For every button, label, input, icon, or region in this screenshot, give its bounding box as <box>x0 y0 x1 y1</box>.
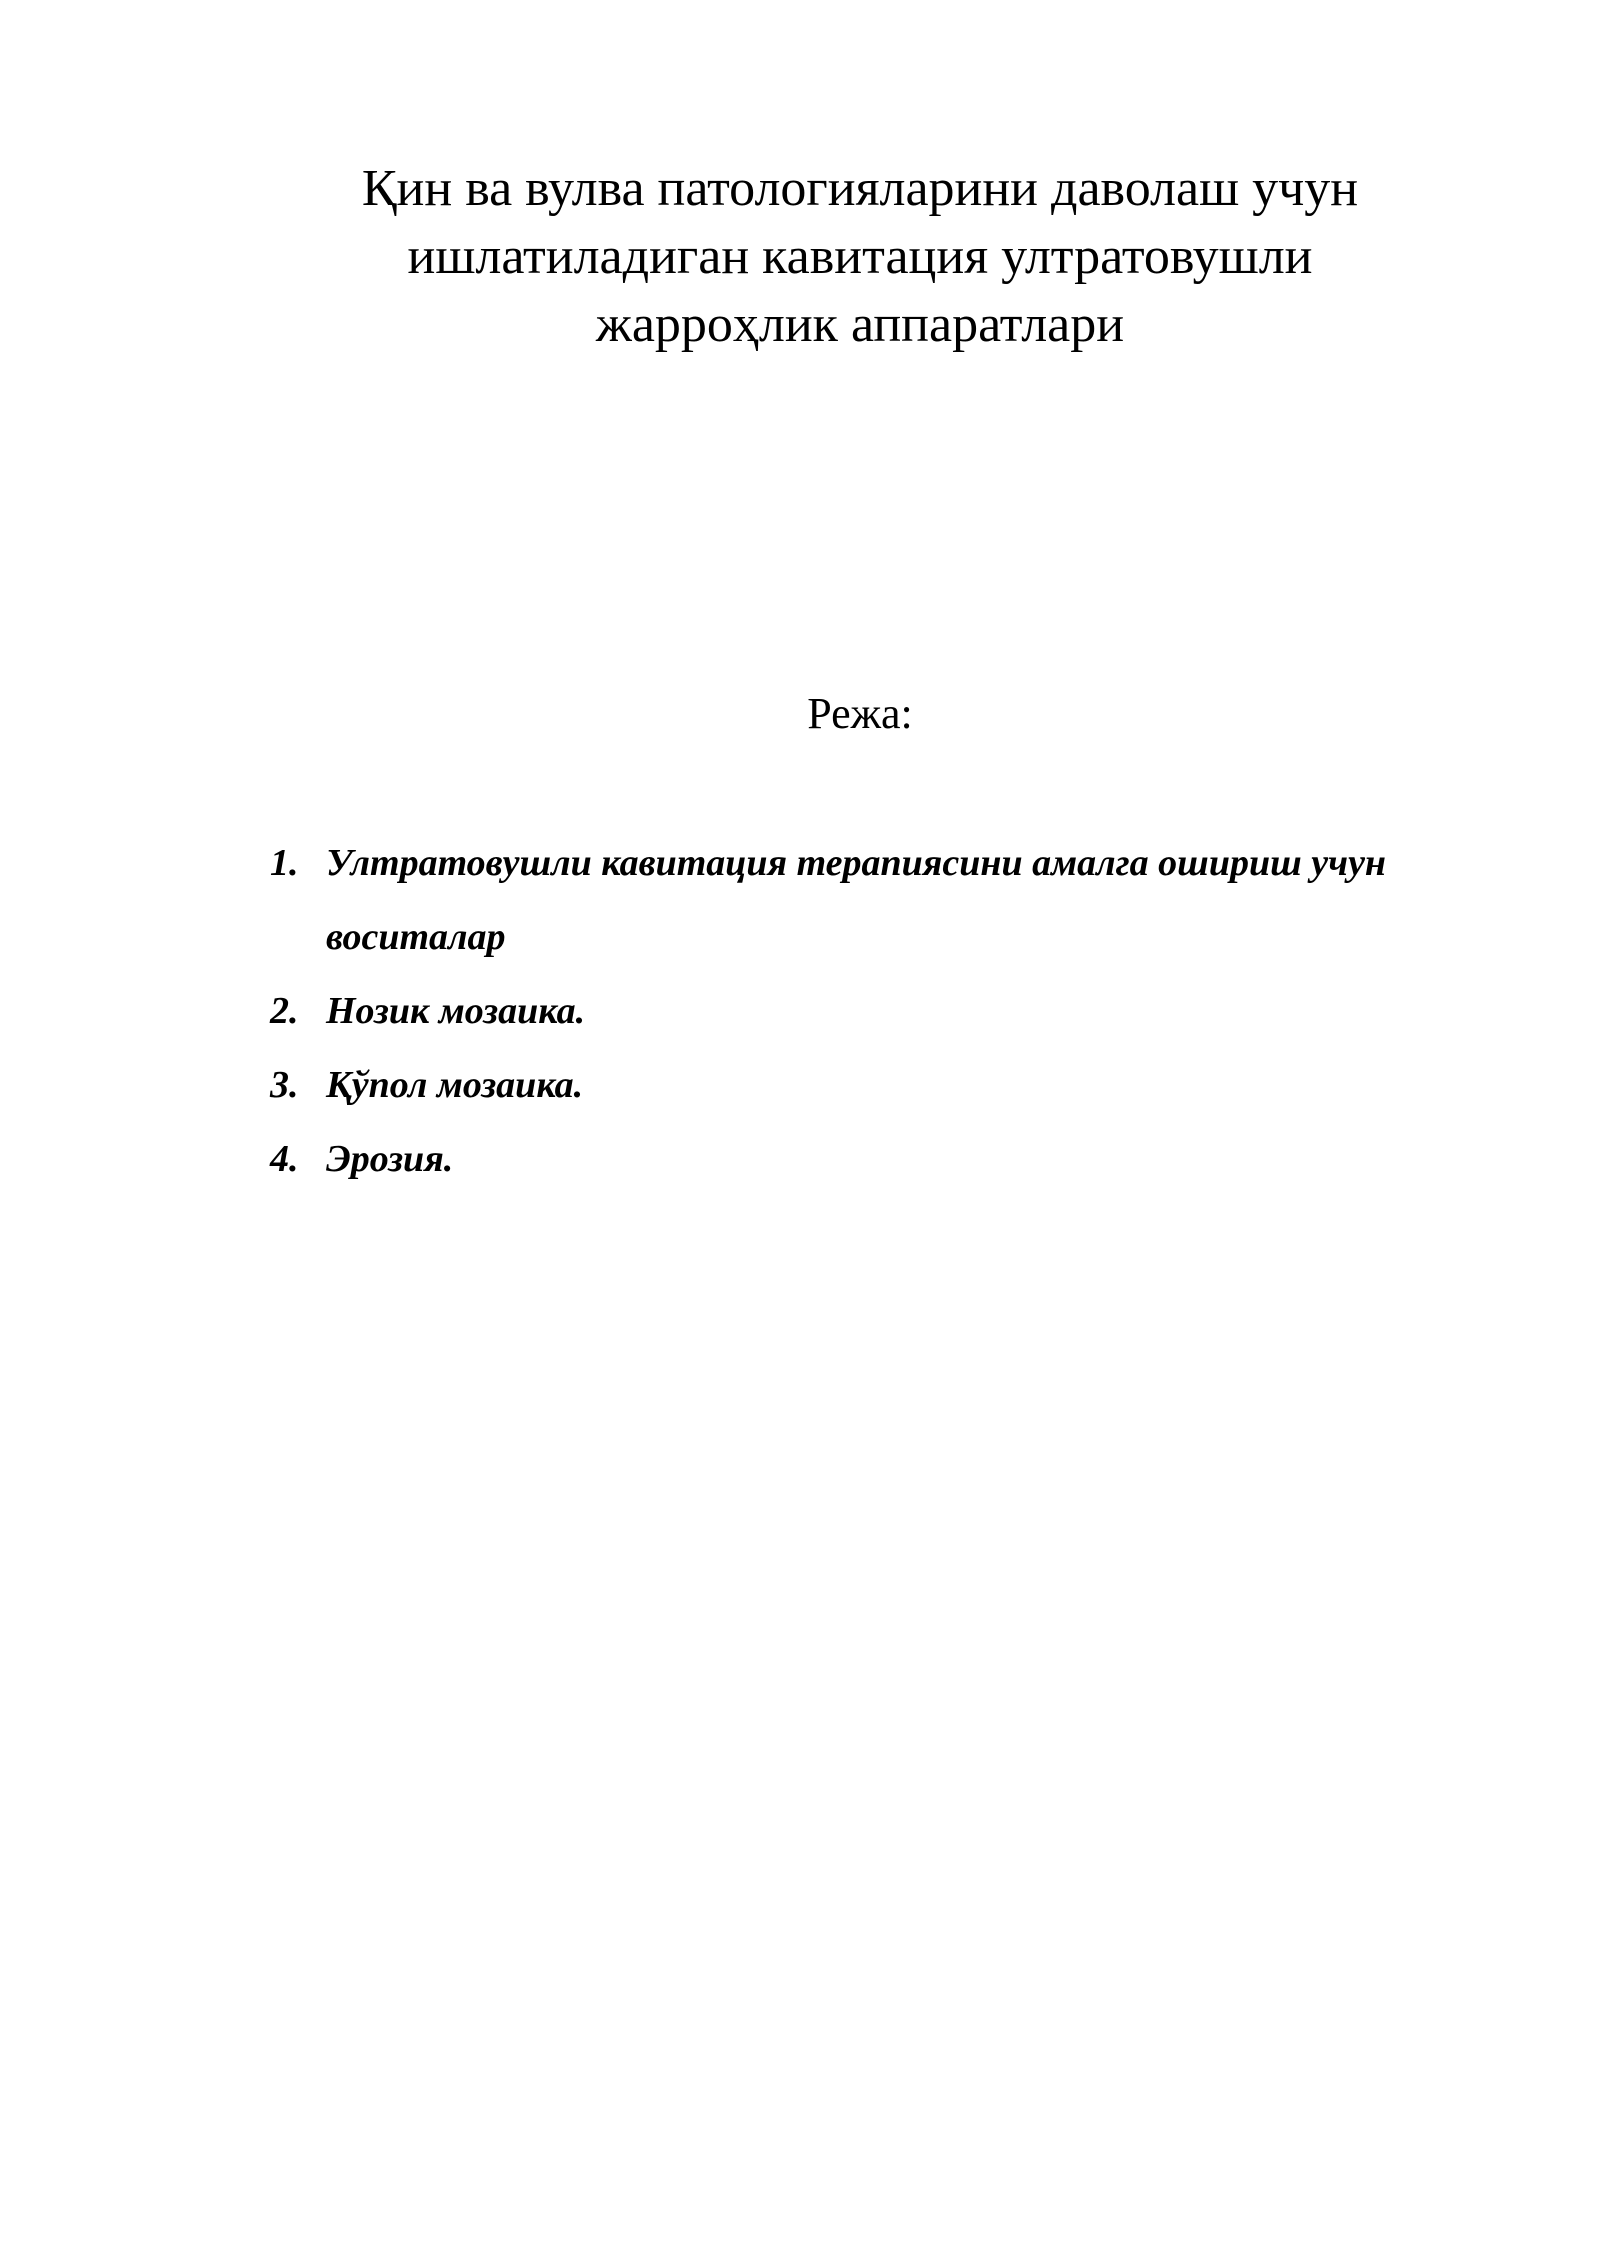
plan-item-2 <box>270 974 1450 1048</box>
plan-item-1 <box>270 826 1450 974</box>
plan-item-number: 2. <box>270 990 299 1032</box>
title-line-3: жарроҳлик аппаратлари <box>595 296 1125 353</box>
title-line-2: ишлатиладиган кавитация ултратовушли <box>407 228 1313 285</box>
plan-list <box>270 826 1450 1196</box>
plan-item-text: Ултратовушли кавитация терапиясини амалга ошириш учун воситалар <box>326 842 1387 958</box>
plan-item-number: 3. <box>270 1064 299 1106</box>
plan-item-text: Қўпол мозаика. <box>326 1064 584 1106</box>
plan-heading: Режа: <box>807 689 913 738</box>
document-title <box>270 155 1450 359</box>
plan-item-number: 1. <box>270 842 299 884</box>
plan-item-3 <box>270 1048 1450 1122</box>
plan-item-text: Нозик мозаика. <box>326 990 586 1032</box>
plan-item-text: Эрозия. <box>326 1138 454 1180</box>
plan-item-4 <box>270 1122 1450 1196</box>
plan-item-number: 4. <box>270 1138 299 1180</box>
title-line-1: Қин ва вулва патологияларини даволаш учун <box>361 160 1359 217</box>
